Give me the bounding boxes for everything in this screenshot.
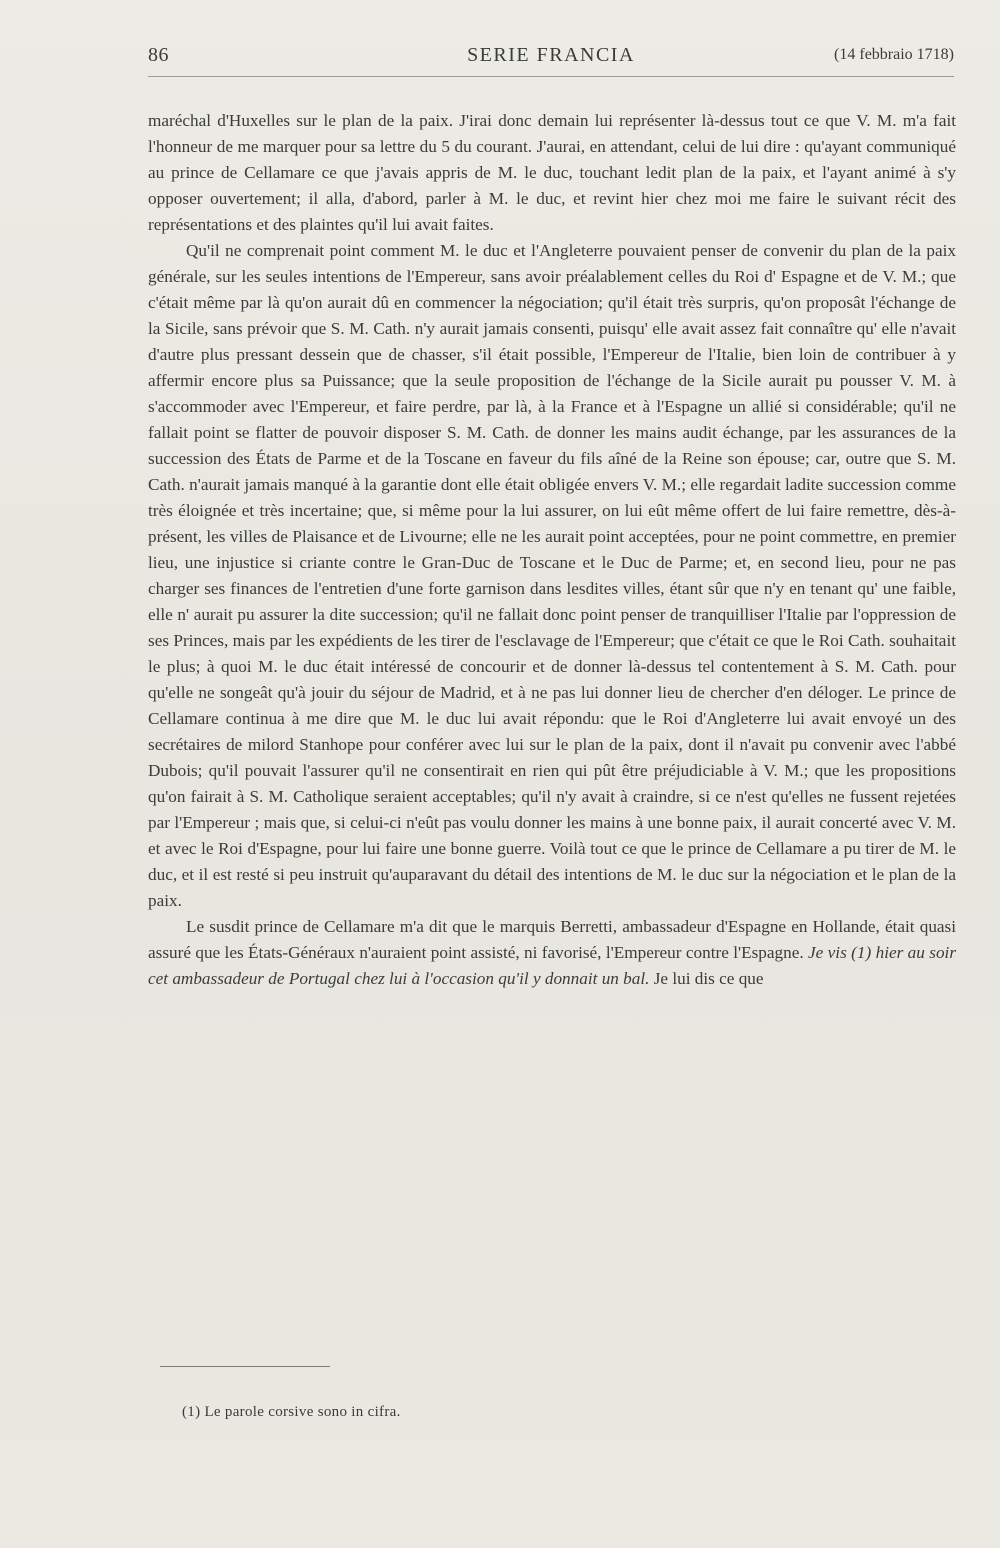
page-number: 86	[148, 44, 169, 66]
header-rule	[148, 76, 954, 77]
page-header	[148, 44, 954, 74]
paragraph-3-text: Le susdit prince de Cellamare m'a dit que le marquis Berretti, ambassadeur d'Espagne en Hollande, était quasi assuré que les États-Généraux n'auraient point assisté, ni favorisé, l'Empereur contre l'Espagne.	[148, 917, 956, 962]
body-text	[148, 108, 956, 992]
paragraph-2: Qu'il ne comprenait point comment M. le duc et l'Angleterre pouvaient penser de convenir du plan de la paix générale, sur les seules intentions de l'Empereur, sans avoir préalablement celles du Roi d' Espagne et de V. M.; que c'était même par là qu'on aurait dû en commencer la négociation; qu'il était très surpris, qu'on proposât l'échange de la Sicile, sans prévoir que S. M. Cath. n'y aurait jamais consenti, puisqu' elle avait assez fait connaître qu' elle n'avait d'autre plus pressant dessein que de chasser, s'il était possible, l'Empereur de l'Italie, bien loin de contribuer à y affermir encore plus sa Puissance; que la seule proposition de l'échange de la Sicile aurait pu pousser V. M. à s'accommoder avec l'Empereur, et faire perdre, par là, à la France et à l'Espagne un allié si considérable; qu'il ne fallait point se flatter de pouvoir disposer S. M. Cath. de donner les mains audit échange, par les assurances de la succession des États de Parme et de la Toscane en faveur du fils aîné de la Reine son épouse; car, outre que S. M. Cath. n'aurait jamais manqué à la garantie dont elle était obligée envers V. M.; elle regardait ladite succession comme très éloignée et très incertaine; que, si même pour la lui assurer, on lui eût même offert de lui faire remettre, dès-à-présent, les villes de Plaisance et de Livourne; elle ne les aurait point acceptées, pour ne point commettre, en premier lieu, une injustice si criante contre le Gran-Duc de Toscane et le Duc de Parme; et, en second lieu, pour ne pas charger ses finances de l'entretien d'une forte garnison dans lesdites villes, étant sûr que n'y en tenant qu' une faible, elle n' aurait pu assurer la dite succession; qu'il ne fallait donc point penser de tranquilliser l'Italie par l'oppression de ses Princes, mais par les expédients de les tirer de l'esclavage de l'Empereur; que c'était ce que le Roi Cath. souhaitait le plus; à quoi M. le duc était intéressé de concourir et de donner là-dessus tel contentement à S. M. Cath. pour qu'elle ne songeât qu'à jouir du séjour de Madrid, et à ne pas lui donner lieu de chercher d'en déloger. Le prince de Cellamare continua à me dire que M. le duc lui avait répondu: que le Roi d'Angleterre lui avait envoyé un des secrétaires de milord Stanhope pour conférer avec lui sur le plan de la paix, dont il n'avait pu convenir avec l'abbé Dubois; qu'il pouvait l'assurer qu'il ne consentirait en rien qui pût être préjudiciable à V. M.; que les propositions qu'on fairait à S. M. Catholique seraient acceptables; qu'il n'y avait à craindre, si ce n'est qu'elles ne fussent rejetées par l'Empereur ; mais que, si celui-ci n'eût pas voulu donner les mains à une bonne paix, il aurait concerté avec V. M. et avec le Roi d'Espagne, pour lui faire une bonne guerre. Voilà tout ce que le prince de Cellamare a pu tirer de M. le duc, et il est resté si peu instruit qu'auparavant du détail des intentions de M. le duc sur la négociation et le plan de la paix.	[148, 241, 956, 910]
paragraph-1: maréchal d'Huxelles sur le plan de la paix. J'irai donc demain lui représenter là-dessus tout ce que V. M. m'a fait l'honneur de me marquer pour sa lettre du 5 du courant. J'aurai, en attendant, celui de lui dire : qu'ayant communiqué au prince de Cellamare ce que j'avais appris de M. le duc, touchant ledit plan de la paix, et l'ayant animé à s'y opposer ouvertement; il alla, d'abord, parler à M. le duc, et revint hier chez moi me faire le suivant récit des représentations et des plaintes qu'il lui avait faites.	[148, 111, 956, 234]
paragraph-3	[148, 914, 956, 992]
running-title: SERIE FRANCIA	[467, 44, 635, 66]
cipher-italic-text: Je vis (1) hier au soir cet ambassadeur de Portugal chez lui à l'occasion qu'il y donnait un bal.	[148, 943, 957, 988]
footnote-rule	[160, 1366, 330, 1367]
footnote: (1) Le parole corsive sono in cifra.	[182, 1404, 401, 1420]
paragraph-3-continuation: Je lui dis ce que	[653, 969, 764, 988]
header-date: (14 febbraio 1718)	[834, 46, 954, 63]
